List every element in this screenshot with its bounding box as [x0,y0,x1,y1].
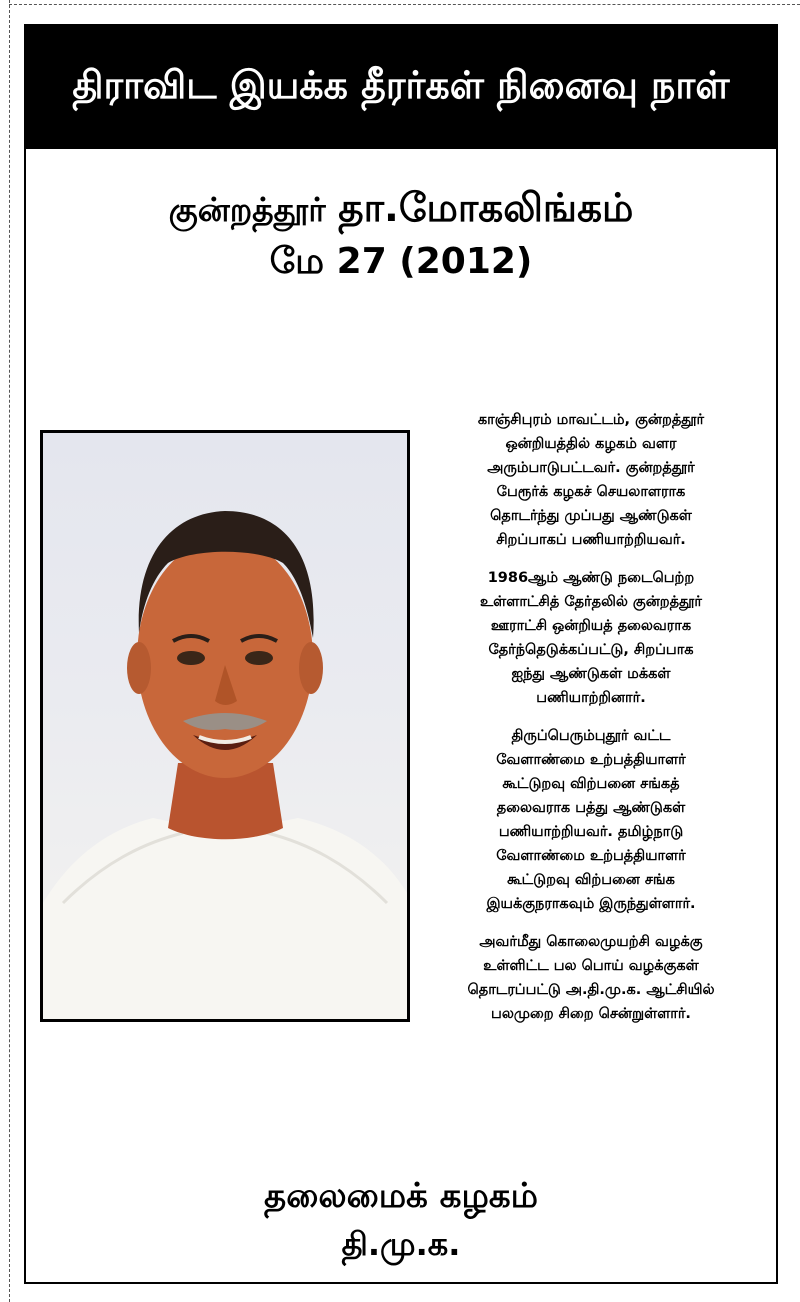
footer-party: தி.மு.க. [341,1225,461,1263]
memorial-notice [24,24,778,1284]
biography [418,408,764,1040]
cut-line-left [9,0,10,1302]
banner [26,26,776,149]
footer-org: தலைமைக் கழகம் [264,1176,538,1216]
portrait-photo-icon [43,433,407,1019]
banner-title: திராவிட இயக்க தீரர்கள் நினைவு நாள் [72,62,730,107]
bio-paragraph: திருப்பெரும்புதூர் வட்ட வேளாண்மை உற்பத்தியாளர் கூட்டுறவு விற்பனை சங்கத் தலைவராக பத்து ஆண்டுகள் பணியாற்றியவர். தமிழ்நாடு வேளாண்மை உற்பத்தியாளர் கூட்டுறவு விற்பனை சங்க இயக்குநராகவும் இருந்துள்ளார். [486,728,696,912]
bio-paragraph: காஞ்சிபுரம் மாவட்டம், குன்றத்தூர் ஒன்றியத்தில் கழகம் வளர அரும்பாடுபட்டவர். குன்றத்தூர் பேரூர்க் கழகச் செயலாளராக தொடர்ந்து முப்பது ஆண்டுகள் சிறப்பாகப் பணியாற்றியவர். [477,412,705,548]
cut-line-top [9,4,800,5]
name-prefix: குன்றத்தூர் [168,190,326,229]
bio-paragraph: அவர்மீது கொலைமுயற்சி வழக்கு உள்ளிட்ட பல பொய் வழக்குகள் தொடரப்பட்டு அ.தி.மு.க. ஆட்சியில் பலமுறை சிறை சென்றுள்ளார். [467,934,715,1022]
portrait-photo [40,430,410,1022]
person-name-line [26,186,776,236]
bio-paragraph: 1986ஆம் ஆண்டு நடைபெற்ற உள்ளாட்சித் தேர்தலில் குன்றத்தூர் ஊராட்சி ஒன்றியத் தலைவராக தேர்ந்தெடுக்கப்பட்டு, சிறப்பாக ஐந்து ஆண்டுகள் மக்கள் பணியாற்றினார். [480,570,702,706]
person-name: தா.மோகலிங்கம் [338,186,634,231]
memorial-date: மே 27 (2012) [269,241,533,282]
